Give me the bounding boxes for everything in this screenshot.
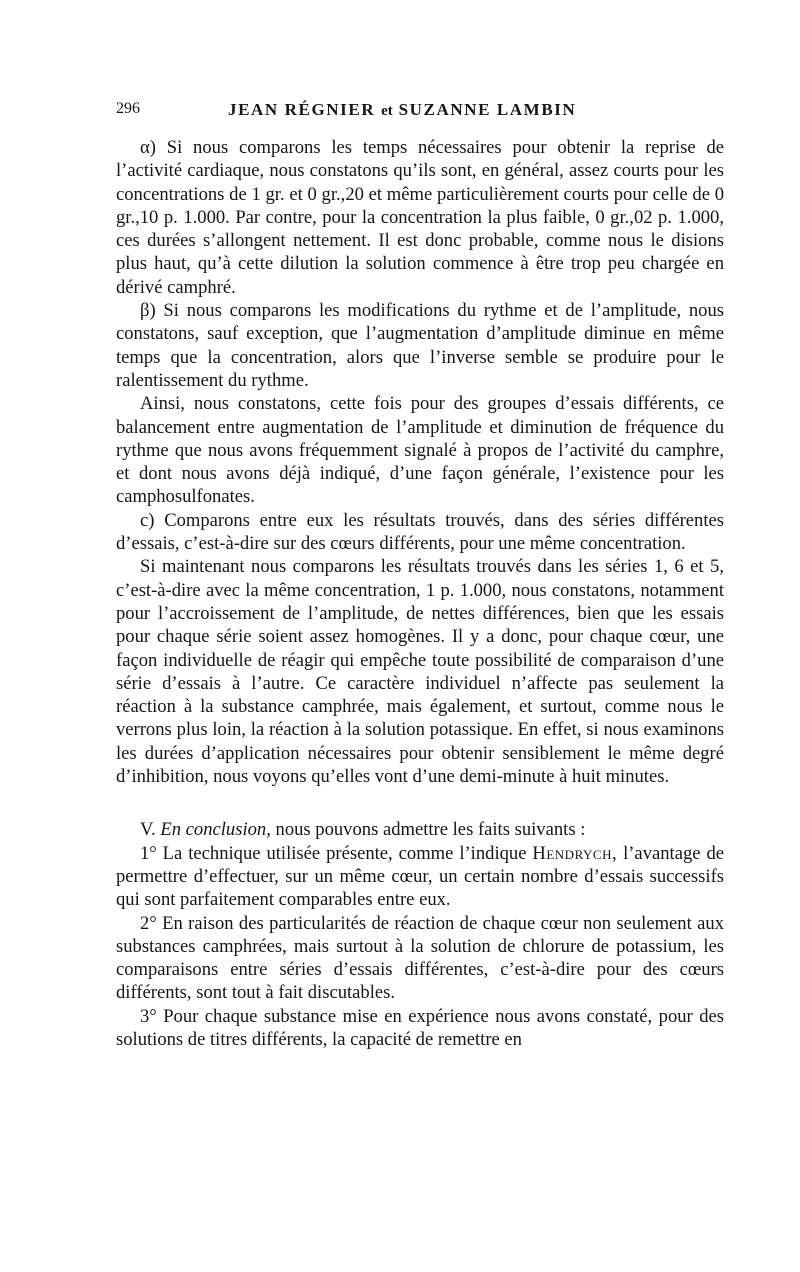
conclusion-item-1-start: 1° La technique utilisée présente, comme l’indique: [140, 842, 527, 864]
title-conjunction: et: [381, 103, 393, 119]
paragraph-beta: β) Si nous comparons les modifications du rythme et de l’amplitude, nous constatons, sauf exception, que l’augmentation d’amplitude diminue en même temps que la concentration, alors que l’inverse semble se produire pour le ralentissement du rythme.: [116, 300, 724, 391]
conclusion-item-3: 3° Pour chaque substance mise en expérience nous avons constaté, pour des solutions de titres différents, la capacité de remettre en: [116, 1005, 724, 1050]
section-gap: [116, 788, 724, 818]
conclusion-emphasis: En conclusion,: [160, 819, 271, 841]
author-name-hendrych: Hendrych,: [532, 842, 618, 864]
running-head: [116, 100, 722, 126]
running-title: [228, 100, 576, 120]
paragraph-ainsi: Ainsi, nous constatons, cette fois pour des groupes d’essais différents, ce balancement entre augmentation de l’amplitude et diminution de fréquence du rythme que nous avons fréquemment signalé à propos de l’activité du camphre, et dont nous avons déjà indiqué, d’une façon générale, l’existence pour les camphosulfonates.: [116, 393, 724, 508]
section-number: V.: [140, 819, 156, 841]
paragraph-series: Si maintenant nous comparons les résultats trouvés dans les séries 1, 6 et 5, c’est-à-dire avec la même concentration, 1 p. 1.000, nous constatons, notamment pour l’accroissement de l’amplitude, de nettes différences, bien que les essais pour chaque série soient assez homogènes. Il y a donc, pour chaque cœur, une façon individuelle de réagir qui empêche toute possibilité de comparaison d’une série d’essais à l’autre. Ce caractère individuel n’affecte pas seulement la réaction à la substance camphrée, mais également, et surtout, comme nous le verrons plus loin, la réaction à la solution potassique. En effet, si nous examinons les durées d’application nécessaires pour obtenir sensiblement le même degré d’inhibition, nous voyons qu’elles vont d’une demi-minute à huit minutes.: [116, 556, 724, 788]
conclusion-item-1-end: l’avantage de permettre d’effectuer, sur un même cœur, un certain nombre d’essais successifs qui sont parfaitement comparables entre eux.: [116, 842, 725, 911]
body-text: [116, 136, 724, 1051]
paragraph-c: c) Comparons entre eux les résultats trouvés, dans des séries différentes d’essais, c’est-à-dire sur des cœurs différents, pour une même concentration.: [116, 509, 724, 555]
conclusion-heading: [116, 818, 724, 841]
author-2: SUZANNE LAMBIN: [398, 100, 577, 119]
page-number: 296: [116, 100, 140, 117]
author-1: JEAN RÉGNIER: [228, 100, 376, 119]
paragraph-alpha: α) Si nous comparons les temps nécessaires pour obtenir la reprise de l’activité cardiaque, nous constatons qu’ils sont, en général, assez courts pour les concentrations de 1 gr. et 0 gr.,20 et même particulièrement courts pour celle de 0 gr.,10 p. 1.000. Par contre, pour la concentration la plus faible, 0 gr.,02 p. 1.000, ces durées s’allongent nettement. Il est donc probable, comme nous le disions plus haut, qu’à cette dilution la solution commence à être trop peu chargée en dérivé camphré.: [116, 137, 724, 298]
conclusion-item-2: 2° En raison des particularités de réaction de chaque cœur non seulement aux substances camphrées, mais surtout à la solution de chlorure de potassium, les comparaisons entre séries d’essais différentes, c’est-à-dire pour des cœurs différents, sont tout à fait discutables.: [116, 912, 724, 1004]
conclusion-text: nous pouvons admettre les faits suivants :: [275, 819, 586, 841]
conclusion-item-1: [116, 842, 724, 912]
